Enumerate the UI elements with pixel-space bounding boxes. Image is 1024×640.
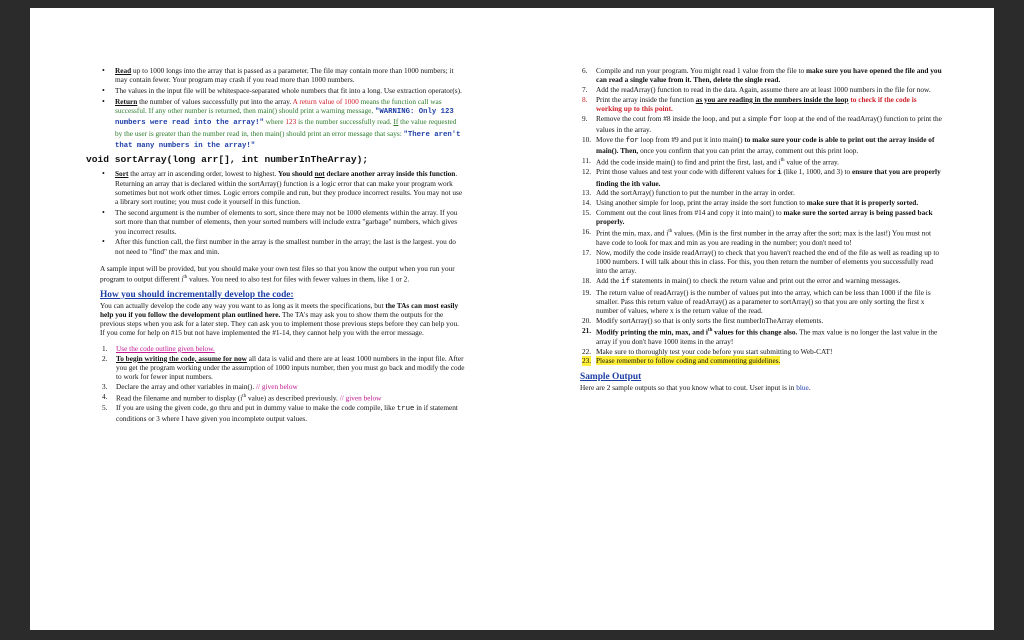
step-15: 15. Comment out the cout lines from #14 and copy it into main() to make sure the sorted array is being passed back properly.	[582, 208, 933, 227]
step-12: 12. Print those values and test your code with different values for i (like 1, 1000, and 3) to ensure that you are properly finding the ith value.	[582, 167, 941, 188]
step-2: 2. To begin writing the code, assume for now all data is valid and there are at least 1000 numbers in the input file. After you get the program working under the assumption of 1000 inputs number, then you must go back and modify the code to work for fewer input numbers.	[102, 353, 465, 382]
sample-input-note: A sample input will be provided, but you should make your own test files so that you know the output when you run your program to output different $i^{th}$ values. You need to also test for files with fewer values in them, like 1 or 2.	[100, 263, 455, 284]
step-7: 7. Add the readArray() function to read in the data. Again, assume there are at least 1000 numbers in the file for now.	[582, 85, 931, 95]
step-17: 17. Now, modify the code inside readArray() to check that you haven't reached the end of the file as well as reading up to 1000 numbers. I will talk about this in class. For this, you then return the number of elements you successfully read into the array.	[582, 247, 940, 276]
step-13: 13. Add the sortArray() function to put the number in the array in order.	[582, 188, 795, 198]
left-column	[86, 66, 465, 424]
bullet-return: • Return the number of values successfully put into the array. A return value of 1000 means the function call was successful. If any other number is returned, then main() should print a warning message, "WARNING: Only 123 numbers were read into the array!" where 123 is the number successfully read. If the value requested by the user is greater than the number read in, then main() should print an error message that says: "There aren't that many numbers in the array!"	[100, 97, 465, 151]
step-1: 1. Use the code outline given below.	[102, 343, 215, 353]
step-8: 8. Print the array inside the function as you are reading in the numbers inside the loop to check if the code is working up to this point.	[582, 94, 917, 114]
bullet-second-arg: • The second argument is the number of elements to sort, since there may not be 1000 elements within the array. If you sort more than that number of elements, then your sorted numbers will include extra "garbage" numbers, which gives you incorrect results.	[100, 208, 465, 236]
develop-heading: How you should incrementally develop the code:	[100, 289, 294, 300]
step-23: 23. Please remember to follow coding and commenting guidelines.	[582, 356, 781, 366]
function-signature: void sortArray(long arr[], int numberInTheArray);	[86, 154, 369, 166]
sample-output-note: Here are 2 sample outputs so that you know what to cout. User input is in blue.	[580, 383, 811, 393]
step-5: 5. If you are using the given code, go thru and put in dummy value to make the code compile, like true in if statement conditions or 3 where I have given you incomplete output values.	[102, 402, 458, 424]
step-19: 19. The return value of readArray() is the number of values put into the array, which can be less than 1000 if the file is smaller. Pass this return value of readArray() as a parameter to sortArray() so that you are only sorting the first x number of values, where x is the return value of the read.	[582, 287, 931, 316]
bullet-read: • Read up to 1000 longs into the array that is passed as a parameter. The file may contain more than 1000 numbers; it may contain fewer. Your program may crash if you read more than 1000 numbers.	[100, 66, 465, 85]
sample-output-heading: Sample Output	[580, 372, 642, 383]
step-11: 11. Add the code inside main() to find and print the first, last, and $i^{th}$ value of the array.	[582, 156, 839, 167]
step-14: 14. Using another simple for loop, print the array inside the sort function to make sure that it is properly sorted.	[582, 198, 919, 208]
step-22: 22. Make sure to thoroughly test your code before you start submitting to Web-CAT!	[582, 346, 833, 356]
step-9: 9. Remove the cout from #8 inside the loop, and put a simple for loop at the end of the readArray() function to print the values in the array.	[582, 113, 942, 135]
step-16: 16. Print the min, max, and $i^{th}$ values. (Min is the first number in the array after the sort; max is the last!) You must not have code to look for max and min as you are reading in the number; you don't need to!	[582, 227, 932, 247]
right-column	[580, 66, 942, 392]
highlighted-reminder: Please remember to follow coding and commenting guidelines.	[596, 356, 781, 366]
step-3: 3. Declare the array and other variables in main(). // given below	[102, 381, 298, 391]
step-10: 10. Move the for loop from #9 and put it into main() to make sure your code is able to print out the array inside of main(). Then, once you confirm that you can print the array, comment out this print loop.	[582, 135, 935, 156]
step-4: 4. Read the filename and number to display ($i^{th}$ value) as described previously. // given below	[102, 391, 382, 403]
step-6: 6. Compile and run your program. You might read 1 value from the file to make sure you have opened the file and you can read a single value from it. Then, delete the single read.	[582, 66, 942, 85]
document-page	[30, 8, 994, 630]
bullet-sort: • Sort the array arr in ascending order, lowest to highest. You should not declare another array inside this function. Returning an array that is declared within the sortArray() function is a logic error that can make your program work sometimes but not work other times. Logic errors compile and run, but they produce incorrect results. You may not use a library sort routine; you must code it yourself in this function.	[100, 169, 465, 206]
step-20: 20. Modify sortArray() so that is only sorts the first numberInTheArray elements.	[582, 316, 824, 326]
bullet-after-call: • After this function call, the first number in the array is the smallest number in the array; the last is the largest. you do not need to "find" the max and min.	[100, 237, 465, 256]
bullet-values: • The values in the input file will be whitespace-separated whole numbers that fit into a long. Use extraction operator(s).	[100, 86, 465, 95]
step-21: 21. Modify printing the min, max, and $i^{th}$ values for this change also. The max value is no longer the last value in the array if you don't have 1000 items in the array!	[582, 326, 938, 346]
develop-paragraph: You can actually develop the code any way you want to as long as it meets the specifications, but the TAs can most easily help you if you follow the development plan outlined here. The TA's may ask you to show them the outputs for the previous steps when you ask for a later step. They can ask you to implement those previous steps before they can help you. If you come for help on #15 but not have implemented the #1-14, they cannot help you with the error message.	[100, 300, 459, 338]
step-18: 18. Add the if statements in main() to check the return value and print out the error and warning messages.	[582, 276, 901, 287]
